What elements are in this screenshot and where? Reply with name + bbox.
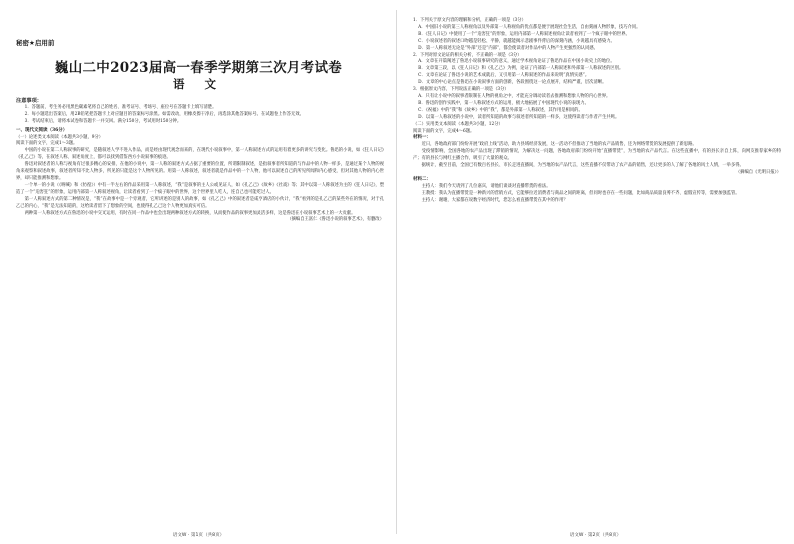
material-paragraph: 据统计，截至目前，全国已有数百名县长、市长走进直播间，为当地的农产品代言，这些直播不仅带动了农产品的销售，还让更多的人了解了各地的风土人情，一举多得。: [421, 163, 744, 169]
material-source: （摘编自《光明日报》）: [735, 169, 781, 175]
material-paragraph: 主持人：谢谢，大家都在说数字经济时代，您怎么看直播带货在其中的作用？: [421, 197, 568, 203]
confidential-label: 秘密★启用前: [16, 39, 55, 47]
subsection-heading: （二）实用类文本阅读（本题共3小题，12分）: [413, 121, 503, 127]
passage-paragraph: 鲁迅对叙述者的人称与视角有过很多精心的安排，在他的小说中，第一人称的叙述方式占据了重要的位置，所谓限制叙述，是指叙事者所知道的与作品中的人物一样多，是通过某个人物的视角来观察和叙述故事，叙述者所知不比人物多，所见的只能是这个人物所见的。用第一人称叙述，叙述者就是作品中的一个人物，他可以叙述自己的所见所闻和内心感受，但对其他人物的内心世界，却只能推测和想象。: [16, 162, 384, 181]
answer-option: B．文章第三段，以《狂人日记》和《孔乙己》为例，论证了内部第一人称叙述和外部第一人称叙述的区别。: [418, 66, 624, 72]
material-paragraph: 受疫情影响，全国各地的农产品出现了滞销的情况，为解决这一问题，各地政府部门纷纷开始“直播带货”，为当地的农产品代言。在这些直播中，有的县长亲自上阵，向网友推荐家乡的特产；有的县长与网红主播合作，吸引了大量的观众。: [413, 149, 781, 162]
answer-option: C．《祝福》中的“我”和《故乡》中的“我”，都是外部第一人称叙述，其作用是相同的。: [418, 107, 583, 113]
notice-heading: 注意事项：: [16, 98, 42, 104]
answer-option: D．第一人称叙述无论是“外部”还是“内部”，都会使读者对作品中的人物产生更强烈的认同感。: [418, 45, 598, 51]
answer-option: C．小说叙述者的叙述口吻越是轻松、平静，就越能揭示悲剧事件背后的深刻内涵，小说越具有感染力。: [418, 38, 615, 44]
material-paragraph: 王教授：我认为直播带货是一种新兴的营销方式，它能够拉近消费者与商品之间的距离，但同时也存在一些问题，比如商品质量良莠不齐、虚假宣传等，需要加强监管。: [421, 190, 740, 196]
passage-paragraph: 中国的小说在第二人称叙事的研究，是随叙述人学不进入作品，而是经由现代观念而来的，在现代小说叙事中，第一人称叙述方式的运用有着更多的讲究与变化。鲁迅的小说，如《狂人日记》《孔乙己》等，在叙述人称、叙述角度上，都可以找到借鉴西方小说叙事的痕迹。: [16, 148, 384, 161]
answer-option: C．文章在论证了鲁迅小说的艺术成就后，又引用第一人称叙述的作品来说明“真情实感”。: [418, 73, 590, 79]
answer-option: D．文章的中心论点是鲁迅在小说叙事方面的创新，各段围绕这一论点展开，结构严谨，层次清晰。: [418, 80, 607, 86]
answer-option: A．只有让小说中的叙事者限制在人物的视角之中，才能充分调动读者去推测和想象人物的内心世界。: [418, 93, 611, 99]
material-paragraph: 主持人：我们今天请到了几位嘉宾，请他们谈谈对直播带货的看法。: [421, 183, 551, 189]
material-label: 材料二：: [413, 176, 431, 182]
notice-item: 2．每小题选出答案后，用2B铅笔把答题卡上对应题目的答案标号涂黑。如需改动，用橡皮擦干净后，再选涂其他答案标号。在试题卷上作答无效。: [24, 111, 304, 117]
passage-paragraph: 一个单一的小说（《呐喊》和《彷徨》）中有一半左右的作品采用第一人称叙述，“我”是叙事的主人公或见证人，如《孔乙己》《故乡》《社戏》等；其中以第一人称叙述为主的《狂人日记》，塑造了一个“迫害狂”的形象，运用内部第一人称叙述视角，让读者看到了一个疯子眼中的世界，这个世界里人吃人，连自己也可能吃过人。: [16, 182, 384, 195]
question-3: 3．根据原文内容，下列说法正确的一项是（3分）: [413, 87, 509, 93]
passage-paragraph: 第一人称叙述方式的第二种情况是，“我”在故事中是一个旁观者，它所讲述的是别人的故事，如《孔乙己》中的叙述者是咸亨酒店的小伙计，“我”看到的是孔乙己的某些外在的情况，对于孔乙己的内心，“我”是无法知道的，这给读者留下了想象的空间，也使得孔乙己这个人物更加真实可信。: [16, 196, 384, 209]
answer-option: B．《狂人日记》中使用了一个“迫害狂”的形象，运用内部第一人称叙述视角让读者看到了一个疯子眼中的世界。: [418, 31, 630, 37]
notice-item: 3．考试结束后，请将本试卷和答题卡一并交回。满分150分，考试用时150分钟。: [24, 118, 182, 124]
passage-source: （摘编自王富仁《鲁迅小说的叙事艺术》，有删改）: [287, 217, 384, 223]
subject-title: 语 文: [172, 77, 224, 91]
page-footer: 语文W · 第2页（共8页）: [569, 533, 622, 538]
material-label: 材料一：: [413, 135, 431, 141]
notice-item: 1．答题前，考生务必用黑色碳素笔将自己的姓名、准考证号、考场号、座位号在答题卡上填写清楚。: [24, 104, 217, 110]
passage-paragraph: 两种第一人称叙述方式在鲁迅的小说中交叉运用，有时在同一作品中也会出现两种叙述方式的转换，从而使作品的叙事更加灵活多样，这是鲁迅在小说叙事艺术上的一大贡献。: [24, 210, 356, 216]
answer-option: A．文章在开篇阐述了鲁迅小说叙事研究的意义，通过学术视角论证了鲁迅作品在中国小说史上的地位。: [418, 59, 615, 65]
subsection-heading: （一）论述类文本阅读（本题共3小题，9分）: [16, 134, 104, 140]
section-heading: 一、现代文阅读（36分）: [16, 127, 68, 133]
question-1: 1．下列关于原文内容的理解和分析，正确的一项是（3分）: [413, 18, 526, 23]
question-2: 2．下列对原文论证的相关分析，不正确的一项是（3分）: [413, 52, 522, 58]
left-column: [16, 98, 384, 224]
answer-option: B．鲁迅的创作实践中，第一人称叙述方式的运用，极大地拓展了中国现代小说的表现力。: [418, 100, 589, 106]
exam-page-2: [397, 0, 794, 544]
exam-title: 巍山二中2023届高一春季学期第三次月考试卷: [54, 60, 343, 76]
right-column: [413, 18, 781, 204]
page-footer: 语文W · 第1页（共8页）: [172, 533, 225, 538]
answer-option: D．以第一人称叙述的小说中，读者所知道的故事与叙述者所知道的一样多，这使得读者与作者产生共鸣。: [418, 114, 620, 120]
answer-option: A．中国旧小说的第三人称视角以及外部第一人称视角的优点都是便于展现社会生活，自由刻画人物形象，技巧介同。: [418, 24, 641, 30]
reading-instruction: 阅读下面的文字，完成4～6题。: [413, 128, 475, 134]
reading-instruction: 阅读下面的文字，完成1～3题。: [16, 141, 78, 147]
material-paragraph: 近日，各地政府部门纷纷开展“政府上线”活动，助力县域经济发展，这一活动不但推动了当地的农产品销售，还为网络带货的发展提供了新思路。: [421, 142, 697, 148]
